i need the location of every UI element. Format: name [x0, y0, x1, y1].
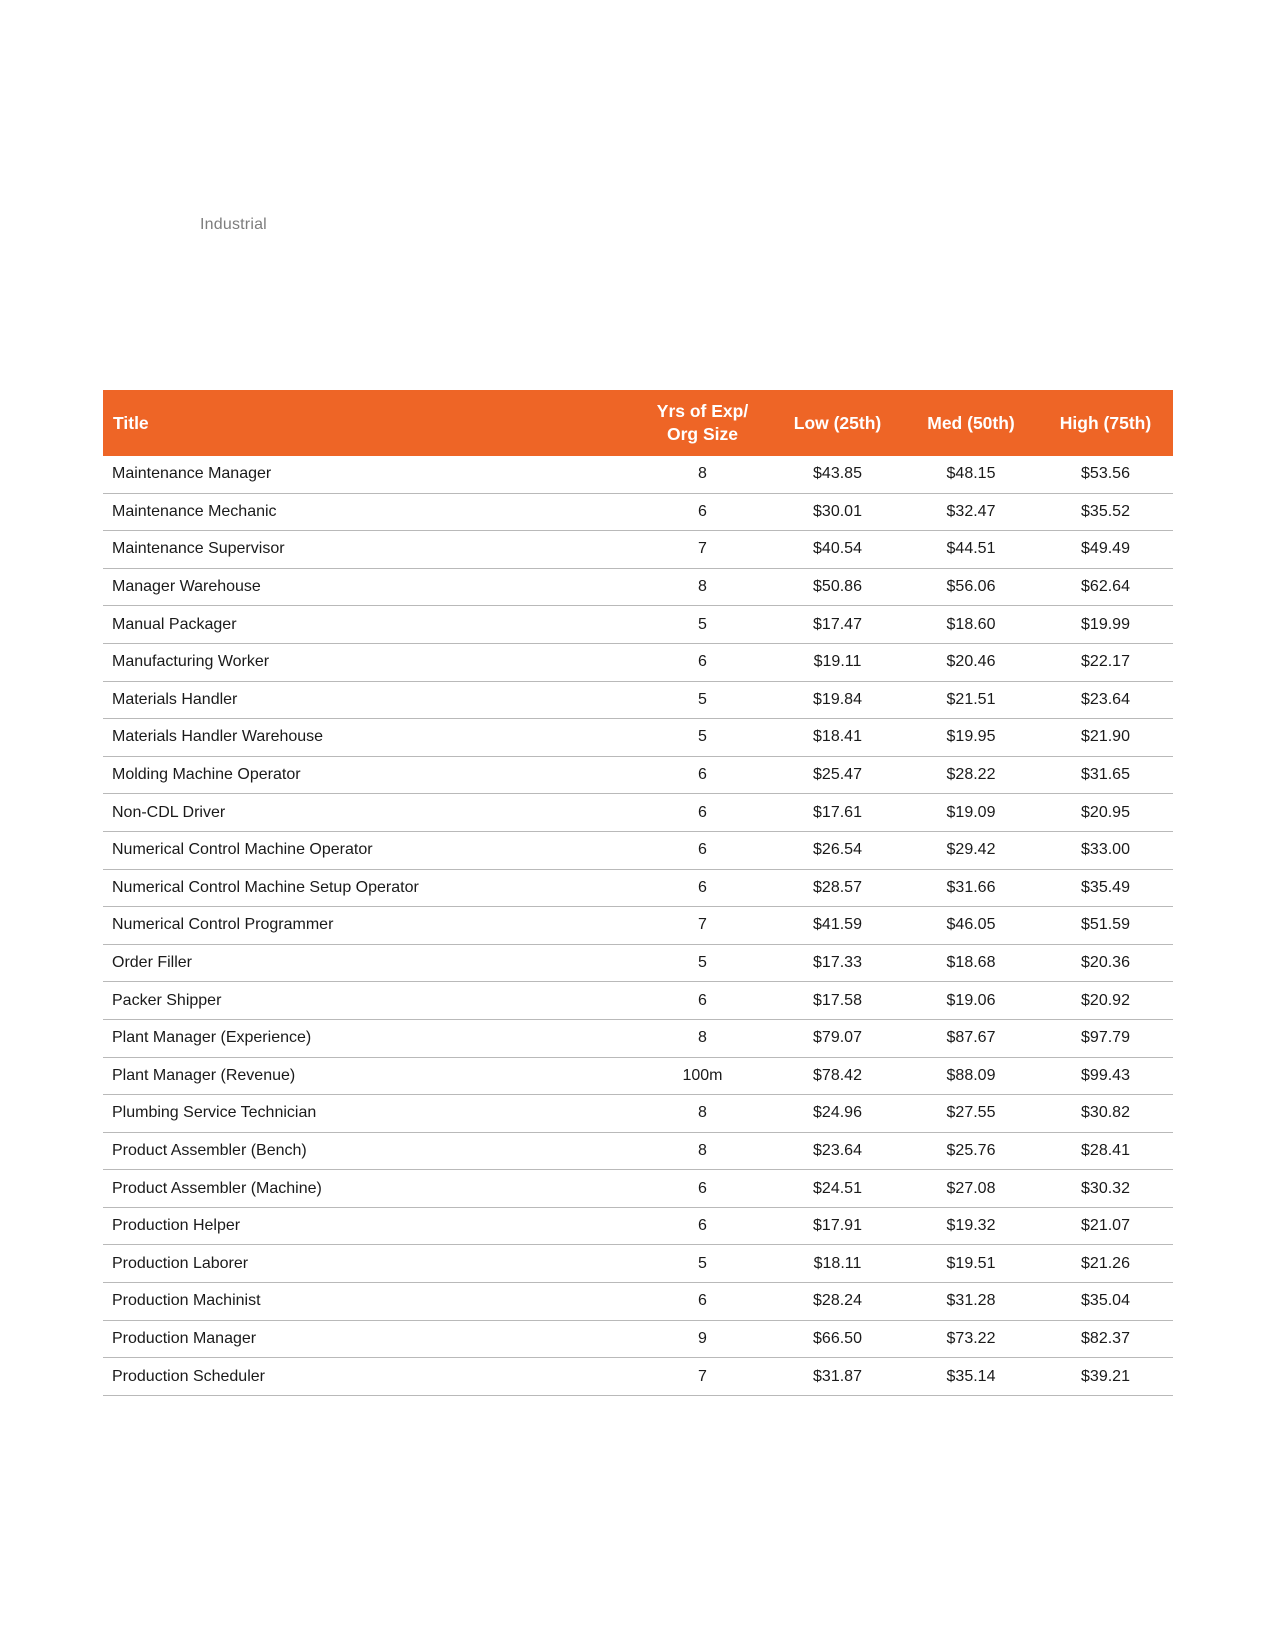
cell-med: $44.51 [904, 531, 1038, 569]
cell-med: $32.47 [904, 493, 1038, 531]
table-body [103, 456, 1173, 1395]
cell-med: $18.68 [904, 944, 1038, 982]
cell-title: Molding Machine Operator [103, 756, 634, 794]
cell-title: Numerical Control Machine Setup Operator [103, 869, 634, 907]
cell-low: $17.91 [771, 1207, 904, 1245]
cell-med: $56.06 [904, 568, 1038, 606]
cell-med: $28.22 [904, 756, 1038, 794]
cell-high: $20.95 [1038, 794, 1173, 832]
cell-med: $25.76 [904, 1132, 1038, 1170]
table-row [103, 1095, 1173, 1133]
cell-low: $28.24 [771, 1283, 904, 1321]
table-row [103, 1207, 1173, 1245]
cell-low: $66.50 [771, 1320, 904, 1358]
header-low: Low (25th) [771, 390, 904, 456]
cell-low: $43.85 [771, 456, 904, 493]
cell-title: Manufacturing Worker [103, 643, 634, 681]
cell-years: 5 [634, 1245, 771, 1283]
cell-med: $19.95 [904, 719, 1038, 757]
cell-low: $41.59 [771, 907, 904, 945]
cell-med: $19.06 [904, 982, 1038, 1020]
cell-high: $39.21 [1038, 1358, 1173, 1396]
cell-med: $19.51 [904, 1245, 1038, 1283]
cell-years: 8 [634, 456, 771, 493]
cell-years: 6 [634, 1283, 771, 1321]
cell-years: 6 [634, 756, 771, 794]
cell-title: Order Filler [103, 944, 634, 982]
cell-years: 6 [634, 1207, 771, 1245]
cell-high: $21.26 [1038, 1245, 1173, 1283]
cell-years: 8 [634, 1019, 771, 1057]
cell-title: Production Scheduler [103, 1358, 634, 1396]
header-high: High (75th) [1038, 390, 1173, 456]
cell-years: 7 [634, 907, 771, 945]
cell-years: 6 [634, 982, 771, 1020]
table-row [103, 869, 1173, 907]
table-row [103, 1358, 1173, 1396]
cell-high: $30.32 [1038, 1170, 1173, 1208]
cell-high: $62.64 [1038, 568, 1173, 606]
cell-med: $87.67 [904, 1019, 1038, 1057]
cell-years: 6 [634, 869, 771, 907]
header-med: Med (50th) [904, 390, 1038, 456]
cell-low: $24.96 [771, 1095, 904, 1133]
table-row [103, 1320, 1173, 1358]
cell-high: $21.90 [1038, 719, 1173, 757]
cell-low: $17.61 [771, 794, 904, 832]
cell-years: 5 [634, 606, 771, 644]
header-years-line-1: Yrs of Exp/ [656, 401, 749, 421]
cell-med: $31.66 [904, 869, 1038, 907]
cell-high: $28.41 [1038, 1132, 1173, 1170]
cell-high: $30.82 [1038, 1095, 1173, 1133]
cell-low: $24.51 [771, 1170, 904, 1208]
cell-years: 100m [634, 1057, 771, 1095]
cell-title: Production Helper [103, 1207, 634, 1245]
salary-table [103, 390, 1173, 1396]
table-row [103, 1170, 1173, 1208]
cell-years: 7 [634, 531, 771, 569]
cell-high: $51.59 [1038, 907, 1173, 945]
cell-low: $50.86 [771, 568, 904, 606]
table-row [103, 794, 1173, 832]
cell-low: $78.42 [771, 1057, 904, 1095]
cell-years: 5 [634, 719, 771, 757]
cell-low: $40.54 [771, 531, 904, 569]
cell-high: $99.43 [1038, 1057, 1173, 1095]
cell-high: $31.65 [1038, 756, 1173, 794]
cell-title: Numerical Control Programmer [103, 907, 634, 945]
cell-years: 6 [634, 831, 771, 869]
table-row [103, 1019, 1173, 1057]
cell-years: 6 [634, 493, 771, 531]
cell-title: Manager Warehouse [103, 568, 634, 606]
cell-years: 6 [634, 794, 771, 832]
table-row [103, 982, 1173, 1020]
cell-title: Manual Packager [103, 606, 634, 644]
cell-med: $46.05 [904, 907, 1038, 945]
cell-high: $53.56 [1038, 456, 1173, 493]
cell-high: $49.49 [1038, 531, 1173, 569]
cell-title: Materials Handler Warehouse [103, 719, 634, 757]
cell-high: $20.36 [1038, 944, 1173, 982]
table-row [103, 907, 1173, 945]
cell-high: $33.00 [1038, 831, 1173, 869]
cell-title: Plant Manager (Experience) [103, 1019, 634, 1057]
table-header [103, 390, 1173, 456]
table-row [103, 1245, 1173, 1283]
cell-low: $79.07 [771, 1019, 904, 1057]
cell-med: $27.55 [904, 1095, 1038, 1133]
cell-low: $17.47 [771, 606, 904, 644]
table-row [103, 606, 1173, 644]
cell-high: $19.99 [1038, 606, 1173, 644]
cell-med: $35.14 [904, 1358, 1038, 1396]
cell-years: 6 [634, 643, 771, 681]
cell-title: Maintenance Mechanic [103, 493, 634, 531]
cell-years: 8 [634, 568, 771, 606]
table-row [103, 643, 1173, 681]
cell-title: Materials Handler [103, 681, 634, 719]
table-row [103, 531, 1173, 569]
cell-high: $97.79 [1038, 1019, 1173, 1057]
cell-high: $20.92 [1038, 982, 1173, 1020]
cell-low: $18.11 [771, 1245, 904, 1283]
cell-low: $17.58 [771, 982, 904, 1020]
cell-low: $18.41 [771, 719, 904, 757]
cell-low: $26.54 [771, 831, 904, 869]
table-row [103, 831, 1173, 869]
cell-title: Production Machinist [103, 1283, 634, 1321]
table-row [103, 1132, 1173, 1170]
cell-med: $19.32 [904, 1207, 1038, 1245]
cell-low: $19.11 [771, 643, 904, 681]
cell-med: $27.08 [904, 1170, 1038, 1208]
cell-high: $35.04 [1038, 1283, 1173, 1321]
header-row [103, 390, 1173, 456]
cell-title: Product Assembler (Bench) [103, 1132, 634, 1170]
cell-med: $48.15 [904, 456, 1038, 493]
table-row [103, 681, 1173, 719]
cell-med: $31.28 [904, 1283, 1038, 1321]
cell-years: 8 [634, 1132, 771, 1170]
cell-low: $30.01 [771, 493, 904, 531]
cell-title: Production Laborer [103, 1245, 634, 1283]
cell-med: $20.46 [904, 643, 1038, 681]
cell-title: Maintenance Supervisor [103, 531, 634, 569]
cell-high: $35.49 [1038, 869, 1173, 907]
table-row [103, 456, 1173, 493]
cell-low: $25.47 [771, 756, 904, 794]
cell-title: Packer Shipper [103, 982, 634, 1020]
cell-high: $21.07 [1038, 1207, 1173, 1245]
cell-years: 9 [634, 1320, 771, 1358]
cell-years: 7 [634, 1358, 771, 1396]
cell-med: $21.51 [904, 681, 1038, 719]
cell-high: $82.37 [1038, 1320, 1173, 1358]
cell-title: Plant Manager (Revenue) [103, 1057, 634, 1095]
table-row [103, 944, 1173, 982]
cell-low: $23.64 [771, 1132, 904, 1170]
header-years-line-2: Org Size [667, 424, 738, 444]
cell-title: Maintenance Manager [103, 456, 634, 493]
cell-years: 8 [634, 1095, 771, 1133]
cell-title: Plumbing Service Technician [103, 1095, 634, 1133]
cell-med: $18.60 [904, 606, 1038, 644]
section-label: Industrial [200, 216, 267, 233]
cell-med: $29.42 [904, 831, 1038, 869]
cell-low: $31.87 [771, 1358, 904, 1396]
table-row [103, 756, 1173, 794]
cell-title: Production Manager [103, 1320, 634, 1358]
cell-high: $35.52 [1038, 493, 1173, 531]
cell-med: $19.09 [904, 794, 1038, 832]
cell-years: 6 [634, 1170, 771, 1208]
table-row [103, 568, 1173, 606]
table-row [103, 719, 1173, 757]
cell-low: $19.84 [771, 681, 904, 719]
header-years-experience [634, 390, 771, 456]
cell-title: Product Assembler (Machine) [103, 1170, 634, 1208]
cell-med: $73.22 [904, 1320, 1038, 1358]
cell-title: Non-CDL Driver [103, 794, 634, 832]
cell-low: $28.57 [771, 869, 904, 907]
cell-low: $17.33 [771, 944, 904, 982]
table-row [103, 1057, 1173, 1095]
cell-high: $22.17 [1038, 643, 1173, 681]
cell-med: $88.09 [904, 1057, 1038, 1095]
table-row [103, 1283, 1173, 1321]
cell-years: 5 [634, 944, 771, 982]
header-title: Title [103, 390, 634, 456]
cell-high: $23.64 [1038, 681, 1173, 719]
cell-title: Numerical Control Machine Operator [103, 831, 634, 869]
table-row [103, 493, 1173, 531]
cell-years: 5 [634, 681, 771, 719]
